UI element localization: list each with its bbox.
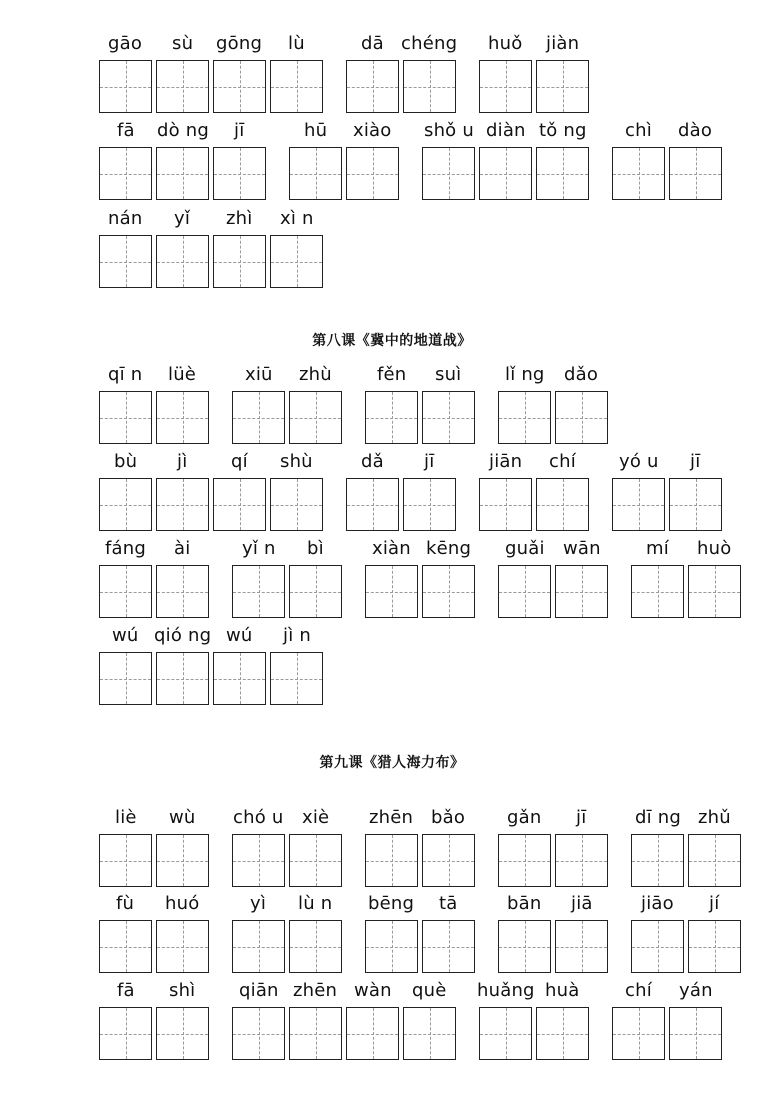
writing-box[interactable] (479, 60, 532, 113)
pinyin-label: zhù (299, 364, 332, 385)
writing-box[interactable] (270, 478, 323, 531)
pinyin-label: mí (646, 538, 669, 559)
pinyin-label: jiān (489, 451, 523, 472)
pinyin-label: shù (280, 451, 313, 472)
pinyin-label: xiào (353, 120, 392, 141)
pinyin-label: gǎn (507, 807, 542, 828)
pinyin-label: yǐ n (242, 538, 276, 559)
pinyin-label: chó u (233, 807, 284, 828)
writing-box[interactable] (498, 920, 551, 973)
writing-box[interactable] (422, 834, 475, 887)
pinyin-label: yì (250, 893, 267, 914)
pinyin-label: xì n (280, 208, 314, 229)
writing-box[interactable] (270, 652, 323, 705)
pinyin-label: gāo (108, 33, 143, 54)
writing-box[interactable] (156, 478, 209, 531)
writing-box[interactable] (479, 1007, 532, 1060)
writing-box[interactable] (213, 652, 266, 705)
writing-box[interactable] (99, 478, 152, 531)
pinyin-label: diàn (486, 120, 526, 141)
pinyin-label: jí (709, 893, 720, 914)
pinyin-label: yán (679, 980, 713, 1001)
writing-box[interactable] (631, 565, 684, 618)
pinyin-label: chí (549, 451, 576, 472)
pinyin-label: qī n (108, 364, 143, 385)
writing-box[interactable] (555, 834, 608, 887)
pinyin-label: wù (169, 807, 196, 828)
pinyin-label: nán (108, 208, 143, 229)
pinyin-label: huó (165, 893, 200, 914)
pinyin-label: yó u (619, 451, 659, 472)
pinyin-label: qió ng (154, 625, 212, 646)
writing-box[interactable] (289, 565, 342, 618)
writing-box[interactable] (365, 834, 418, 887)
writing-box[interactable] (232, 920, 285, 973)
pinyin-label: xiàn (372, 538, 411, 559)
writing-box[interactable] (213, 60, 266, 113)
writing-box[interactable] (688, 565, 741, 618)
pinyin-label: gōng (216, 33, 263, 54)
pinyin-label: dǎo (564, 364, 599, 385)
writing-box[interactable] (669, 1007, 722, 1060)
writing-box[interactable] (232, 1007, 285, 1060)
pinyin-label: sù (172, 33, 194, 54)
writing-box[interactable] (99, 920, 152, 973)
writing-box[interactable] (156, 235, 209, 288)
pinyin-label: kēng (426, 538, 472, 559)
writing-box[interactable] (99, 391, 152, 444)
writing-box[interactable] (232, 565, 285, 618)
pinyin-label: bì (307, 538, 324, 559)
pinyin-label: chí (625, 980, 652, 1001)
pinyin-label: bǎo (431, 807, 466, 828)
writing-box[interactable] (270, 60, 323, 113)
pinyin-label: dò ng (157, 120, 209, 141)
writing-box[interactable] (422, 565, 475, 618)
pinyin-label: xiū (245, 364, 273, 385)
writing-box[interactable] (99, 565, 152, 618)
writing-box[interactable] (289, 834, 342, 887)
pinyin-label: jiāo (641, 893, 674, 914)
writing-box[interactable] (156, 391, 209, 444)
writing-box[interactable] (213, 147, 266, 200)
writing-box[interactable] (555, 565, 608, 618)
pinyin-label: wú (112, 625, 139, 646)
writing-box[interactable] (422, 920, 475, 973)
pinyin-label: xiè (302, 807, 330, 828)
writing-box[interactable] (422, 147, 475, 200)
writing-box[interactable] (479, 478, 532, 531)
pinyin-label: què (412, 980, 447, 1001)
writing-box[interactable] (365, 391, 418, 444)
pinyin-label: jī (690, 451, 701, 472)
writing-box[interactable] (346, 60, 399, 113)
writing-box[interactable] (536, 478, 589, 531)
pinyin-label: lüè (168, 364, 197, 385)
pinyin-label: liè (115, 807, 137, 828)
pinyin-label: hū (304, 120, 328, 141)
pinyin-label: tā (439, 893, 458, 914)
lesson-title: 第九课《猎人海力布》 (319, 755, 465, 771)
pinyin-label: dǎ (361, 451, 384, 472)
pinyin-label: bān (507, 893, 542, 914)
writing-box[interactable] (536, 1007, 589, 1060)
pinyin-label: huǎng (477, 980, 535, 1001)
writing-box[interactable] (99, 60, 152, 113)
writing-box[interactable] (498, 391, 551, 444)
writing-box[interactable] (213, 478, 266, 531)
writing-box[interactable] (365, 920, 418, 973)
writing-box[interactable] (688, 834, 741, 887)
writing-box[interactable] (289, 147, 342, 200)
writing-box[interactable] (669, 478, 722, 531)
pinyin-label: suì (435, 364, 462, 385)
pinyin-label: zhì (226, 208, 253, 229)
pinyin-label: jì n (283, 625, 311, 646)
pinyin-label: zhǔ (698, 807, 731, 828)
writing-box[interactable] (270, 235, 323, 288)
writing-box[interactable] (156, 652, 209, 705)
writing-box[interactable] (555, 391, 608, 444)
pinyin-label: fù (116, 893, 135, 914)
writing-box[interactable] (631, 834, 684, 887)
pinyin-label: wàn (354, 980, 392, 1001)
pinyin-label: jī (234, 120, 245, 141)
pinyin-label: jì (177, 451, 188, 472)
writing-box[interactable] (631, 920, 684, 973)
pinyin-label: chéng (401, 33, 458, 54)
pinyin-label: jiàn (546, 33, 580, 54)
writing-box[interactable] (232, 391, 285, 444)
pinyin-label: fěn (377, 364, 407, 385)
writing-box[interactable] (156, 147, 209, 200)
pinyin-label: bù (114, 451, 138, 472)
writing-box[interactable] (669, 147, 722, 200)
pinyin-label: lù (288, 33, 305, 54)
pinyin-label: fā (117, 980, 135, 1001)
writing-box[interactable] (156, 60, 209, 113)
writing-box[interactable] (688, 920, 741, 973)
writing-box[interactable] (156, 920, 209, 973)
pinyin-label: jī (576, 807, 587, 828)
writing-box[interactable] (612, 147, 665, 200)
writing-box[interactable] (99, 652, 152, 705)
writing-box[interactable] (403, 478, 456, 531)
pinyin-label: qiān (239, 980, 279, 1001)
pinyin-label: zhēn (293, 980, 338, 1001)
pinyin-label: dā (361, 33, 384, 54)
writing-box[interactable] (536, 60, 589, 113)
writing-box[interactable] (99, 147, 152, 200)
pinyin-label: jiā (571, 893, 593, 914)
pinyin-label: ài (174, 538, 191, 559)
pinyin-label: dī ng (635, 807, 681, 828)
writing-box[interactable] (289, 1007, 342, 1060)
writing-box[interactable] (612, 1007, 665, 1060)
writing-box[interactable] (422, 391, 475, 444)
pinyin-label: wú (226, 625, 253, 646)
writing-box[interactable] (99, 834, 152, 887)
pinyin-label: lù n (298, 893, 333, 914)
pinyin-label: qí (231, 451, 248, 472)
writing-box[interactable] (403, 1007, 456, 1060)
writing-box[interactable] (555, 920, 608, 973)
pinyin-label: shì (169, 980, 196, 1001)
writing-box[interactable] (289, 920, 342, 973)
writing-box[interactable] (498, 565, 551, 618)
pinyin-label: dào (678, 120, 713, 141)
pinyin-label: huǒ (488, 33, 523, 54)
writing-box[interactable] (99, 235, 152, 288)
pinyin-label: zhēn (369, 807, 414, 828)
writing-box[interactable] (346, 1007, 399, 1060)
pinyin-label: fáng (105, 538, 147, 559)
writing-box[interactable] (612, 478, 665, 531)
pinyin-label: bēng (368, 893, 415, 914)
pinyin-label: huò (697, 538, 732, 559)
writing-box[interactable] (156, 1007, 209, 1060)
writing-box[interactable] (479, 147, 532, 200)
writing-box[interactable] (156, 565, 209, 618)
writing-box[interactable] (536, 147, 589, 200)
pinyin-label: shǒ u (424, 120, 474, 141)
pinyin-label: yǐ (174, 208, 191, 229)
writing-box[interactable] (346, 147, 399, 200)
writing-box[interactable] (232, 834, 285, 887)
writing-box[interactable] (346, 478, 399, 531)
pinyin-label: wān (563, 538, 601, 559)
writing-box[interactable] (289, 391, 342, 444)
writing-box[interactable] (99, 1007, 152, 1060)
writing-box[interactable] (498, 834, 551, 887)
pinyin-label: jī (424, 451, 435, 472)
writing-box[interactable] (365, 565, 418, 618)
pinyin-label: lǐ ng (505, 364, 545, 385)
pinyin-label: chì (625, 120, 652, 141)
pinyin-label: tǒ ng (539, 120, 587, 141)
pinyin-label: huà (545, 980, 580, 1001)
lesson-title: 第八课《冀中的地道战》 (312, 333, 472, 349)
pinyin-label: fā (117, 120, 135, 141)
writing-box[interactable] (403, 60, 456, 113)
pinyin-label: guǎi (505, 538, 545, 559)
writing-box[interactable] (156, 834, 209, 887)
writing-box[interactable] (213, 235, 266, 288)
